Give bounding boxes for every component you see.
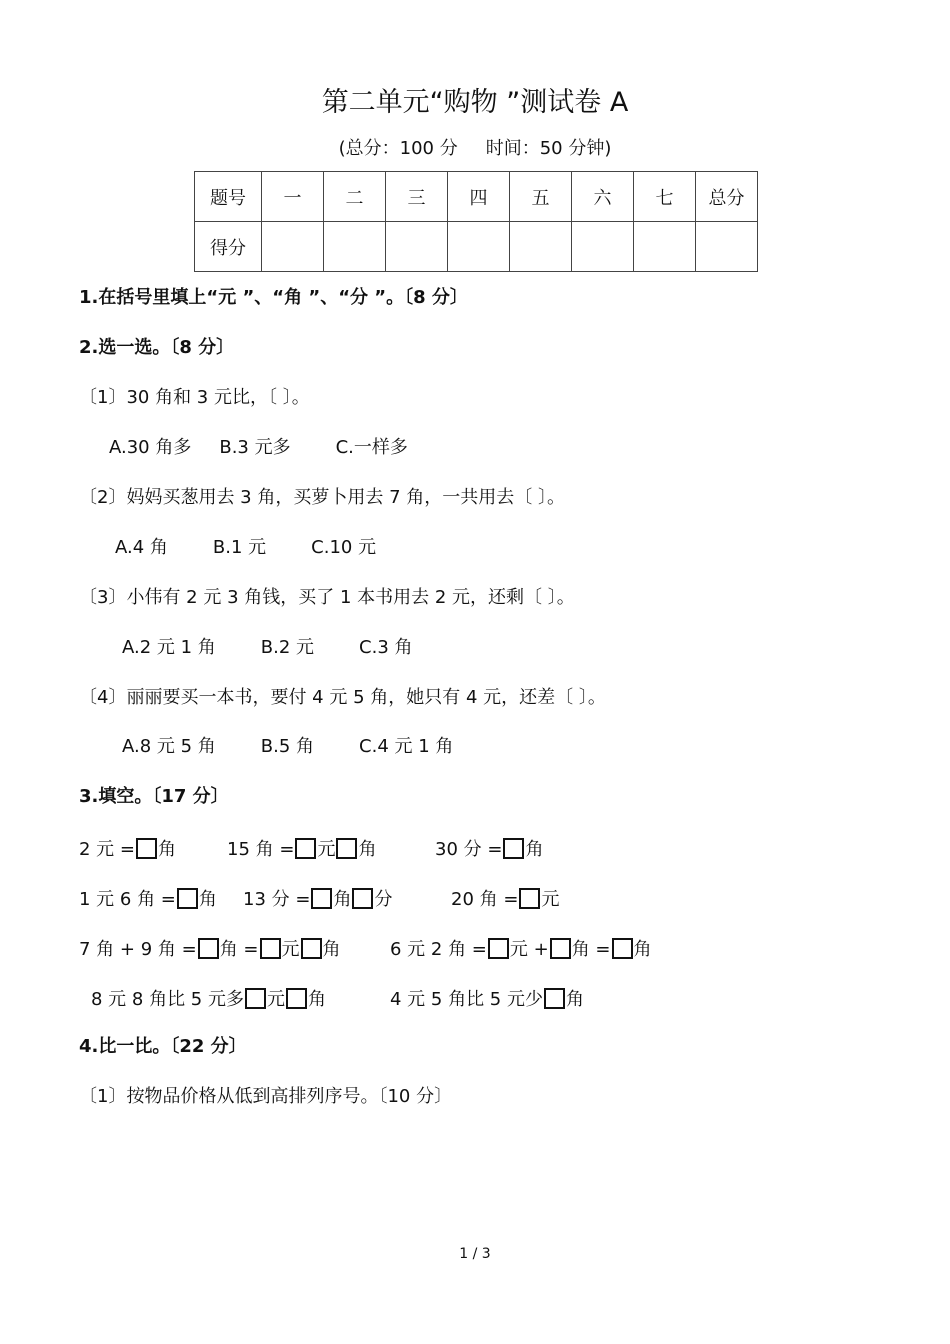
header-cell: 题号 [195,172,262,222]
fill-text: 角 [307,989,326,1010]
fill-text: 角 [198,889,217,910]
score-table-score-row [195,222,758,272]
option-c[interactable]: C.一样多 [335,437,408,458]
answer-box[interactable] [136,838,157,859]
fill-text: 分 [374,889,393,910]
score-cell[interactable] [696,222,758,272]
fill-text: 元 [317,839,336,860]
fill-text: 2 元 = [79,839,135,860]
fill-text: 7 角 + 9 角 = [79,939,197,960]
fill-text: 1 元 6 角 = [79,889,176,910]
answer-box[interactable] [336,838,357,859]
score-table-header-row [195,172,758,222]
answer-box[interactable] [295,838,316,859]
option-a[interactable]: A.8 元 5 角 [122,736,216,757]
option-c[interactable]: C.10 元 [311,537,377,558]
fill-item [435,838,543,862]
answer-box[interactable] [488,938,509,959]
fill-text: 8 元 8 角比 5 元多 [91,989,244,1010]
header-cell: 三 [386,172,448,222]
fill-text: 角 [157,839,176,860]
option-b[interactable]: B.2 元 [260,637,315,658]
options-2-2 [115,536,376,560]
page-number: 1 / 3 [459,1246,491,1262]
fill-item [79,938,341,962]
fill-text: 角 = [571,939,611,960]
fill-text: 角 [322,939,341,960]
option-c[interactable]: C.4 元 1 角 [359,736,454,757]
fill-item [243,888,392,912]
score-cell[interactable] [448,222,510,272]
fill-text: 元 [541,889,560,910]
option-b[interactable]: B.5 角 [260,736,315,757]
header-cell: 二 [324,172,386,222]
header-cell: 四 [448,172,510,222]
fill-text: 元 + [509,939,549,960]
header-cell: 一 [262,172,324,222]
option-b[interactable]: B.3 元多 [219,437,291,458]
option-b[interactable]: B.1 元 [212,537,267,558]
answer-box[interactable] [311,888,332,909]
question-2-1: 〔1〕30 角和 3 元比，〔 〕。 [79,387,310,408]
answer-box[interactable] [352,888,373,909]
score-cell[interactable] [324,222,386,272]
fill-item [390,988,584,1012]
header-cell: 七 [634,172,696,222]
fill-text: 20 角 = [451,889,519,910]
answer-box[interactable] [503,838,524,859]
section-3-heading: 3.填空。〔17 分〕 [79,786,229,807]
fill-item [91,988,326,1012]
fill-item [227,838,376,862]
page-title: 第二单元“购物 ”测试卷 A [321,87,629,118]
score-table [194,171,758,272]
fill-text: 元 [281,939,300,960]
section-1-heading: 1.在括号里填上“元 ”、“角 ”、“分 ”。〔8 分〕 [79,287,468,308]
score-cell[interactable] [262,222,324,272]
fill-text: 角 [525,839,544,860]
score-cell[interactable] [572,222,634,272]
fill-text: 6 元 2 角 = [390,939,487,960]
option-a[interactable]: A.4 角 [115,537,168,558]
fill-text: 元 [266,989,285,1010]
answer-box[interactable] [198,938,219,959]
question-2-4: 〔4〕丽丽要买一本书，要付 4 元 5 角，她只有 4 元，还差〔 〕。 [79,687,606,708]
score-row-label: 得分 [195,222,262,272]
fill-item [79,888,217,912]
fill-text: 角 [633,939,652,960]
fill-text: 角 [333,889,352,910]
header-cell: 总分 [696,172,758,222]
time-label: 时间：50 分钟) [485,138,612,159]
header-cell: 六 [572,172,634,222]
exam-info [0,134,950,160]
fill-text: 角 = [219,939,259,960]
answer-box[interactable] [519,888,540,909]
answer-box[interactable] [612,938,633,959]
fill-text: 角 [358,839,377,860]
fill-text: 角 [565,989,584,1010]
fill-text: 4 元 5 角比 5 元少 [390,989,543,1010]
total-score-label: (总分：100 分 [338,138,458,159]
fill-item [390,938,652,962]
answer-box[interactable] [177,888,198,909]
answer-box[interactable] [301,938,322,959]
options-2-4 [122,735,453,759]
options-2-1 [109,436,408,460]
option-a[interactable]: A.30 角多 [109,437,192,458]
score-cell[interactable] [634,222,696,272]
answer-box[interactable] [544,988,565,1009]
options-2-3 [122,636,413,660]
answer-box[interactable] [286,988,307,1009]
fill-item [79,838,176,862]
option-a[interactable]: A.2 元 1 角 [122,637,216,658]
answer-box[interactable] [245,988,266,1009]
score-cell[interactable] [510,222,572,272]
question-2-2: 〔2〕妈妈买葱用去 3 角，买萝卜用去 7 角，一共用去〔 〕。 [79,487,565,508]
question-4-1: 〔1〕按物品价格从低到高排列序号。〔10 分〕 [79,1086,453,1107]
option-c[interactable]: C.3 角 [359,637,413,658]
answer-box[interactable] [260,938,281,959]
fill-text: 30 分 = [435,839,503,860]
fill-text: 15 角 = [227,839,295,860]
section-4-heading: 4.比一比。〔22 分〕 [79,1036,247,1057]
section-2-heading: 2.选一选。〔8 分〕 [79,337,235,358]
answer-box[interactable] [550,938,571,959]
fill-text: 13 分 = [243,889,311,910]
fill-item [451,888,559,912]
header-cell: 五 [510,172,572,222]
score-cell[interactable] [386,222,448,272]
question-2-3: 〔3〕小伟有 2 元 3 角钱，买了 1 本书用去 2 元，还剩〔 〕。 [79,587,575,608]
